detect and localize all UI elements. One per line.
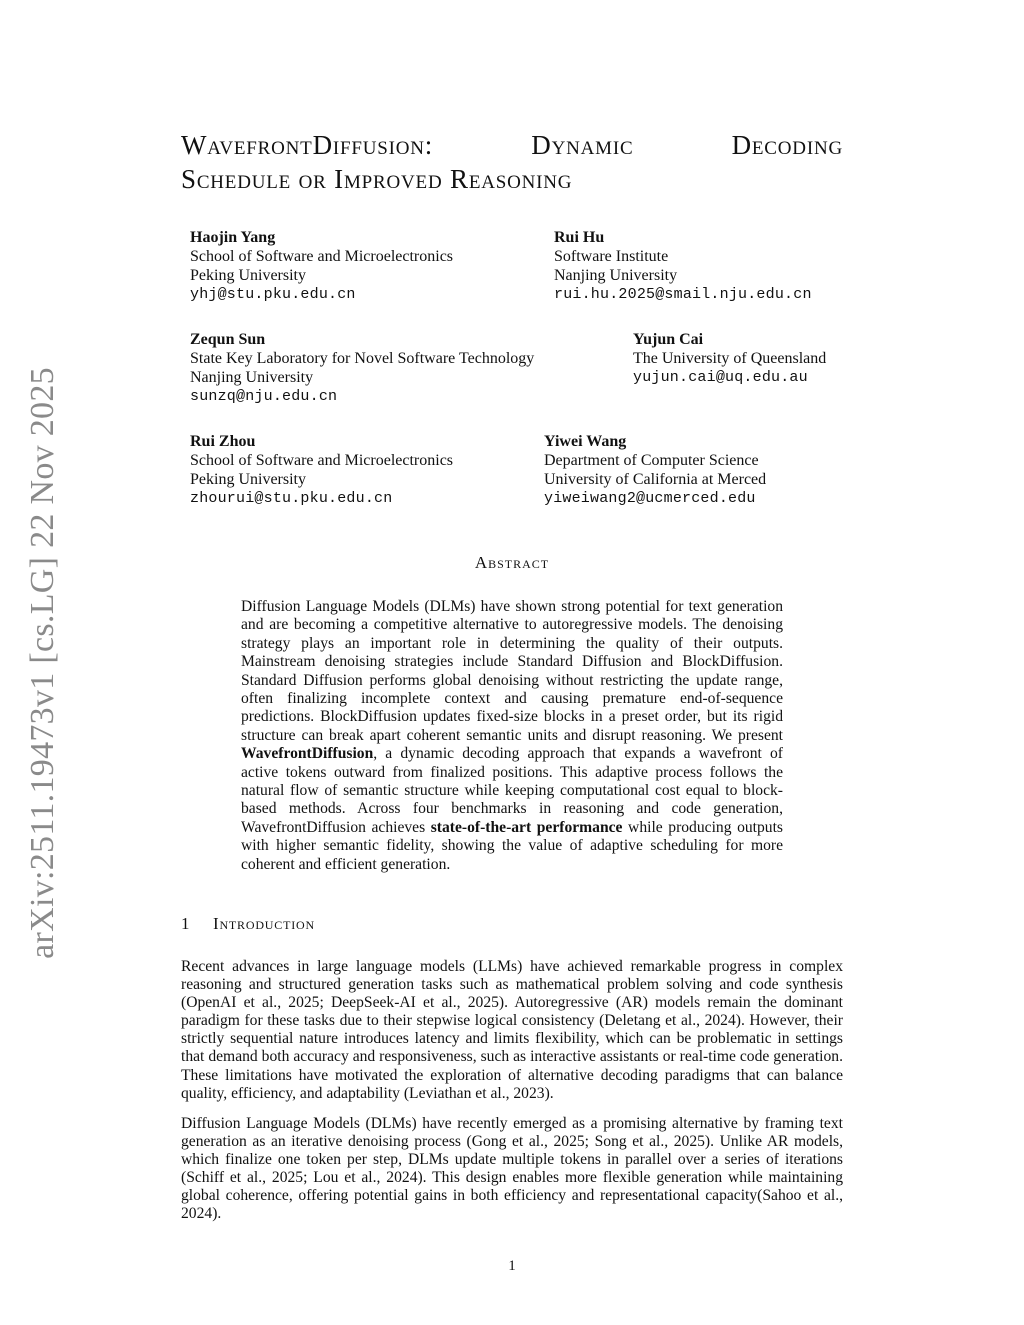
abstract-bold-method: WavefrontDiffusion <box>241 745 374 763</box>
author-zequn-sun <box>190 330 534 406</box>
author-affiliation: Peking University <box>190 267 306 284</box>
intro-paragraph-1: Recent advances in large language models (LLMs) have achieved remarkable progress in complex reasoning and structured generation tasks such as mathematical problem solving and code synthesis (OpenAI et al., 2025; DeepSeek-AI et al., 2025). Autoregressive (AR) models remain the dominant paradigm for these tasks due to their stepwise logical consistency (Deletang et al., 2024). However, their strictly sequential nature introduces latency and limits flexibility, which can be problematic in settings that demand both accuracy and responsiveness, such as interactive assistants or real-time code generation. These limitations have motivated the exploration of alternative decoding paradigms that can balance quality, efficiency, and adaptability (Leviathan et al., 2023). <box>181 958 843 1102</box>
page-number: 1 <box>508 1258 516 1274</box>
author-haojin-yang <box>190 228 453 304</box>
section-title: Introduction <box>213 914 315 933</box>
author-name: Rui Hu <box>554 229 605 246</box>
author-email[interactable]: yujun.cai@uq.edu.au <box>633 369 808 386</box>
section-number: 1 <box>181 914 191 933</box>
author-email[interactable]: yhj@stu.pku.edu.cn <box>190 286 356 303</box>
author-email[interactable]: rui.hu.2025@smail.nju.edu.cn <box>554 286 812 303</box>
abstract-text <box>241 598 783 874</box>
title-line-1 <box>181 128 843 162</box>
abstract-text-part: while producing outputs with higher semantic fidelity, showing the value of adaptive scheduling for more coherent and efficient generation. <box>241 818 783 873</box>
arxiv-side-stamp: arXiv:2511.19473v1 [cs.LG] 22 Nov 2025 <box>24 367 61 959</box>
author-email[interactable]: zhourui@stu.pku.edu.cn <box>190 490 393 507</box>
author-name: Yujun Cai <box>633 331 704 348</box>
author-rui-zhou <box>190 432 453 508</box>
author-affiliation: State Key Laboratory for Novel Software Technology <box>190 350 535 367</box>
author-rui-hu <box>554 228 812 304</box>
title-word: Decoding <box>731 130 843 160</box>
section-heading-introduction <box>181 914 315 934</box>
author-name: Rui Zhou <box>190 433 256 450</box>
author-affiliation: Software Institute <box>554 248 669 265</box>
author-affiliation: Department of Computer Science <box>544 452 759 469</box>
author-yujun-cai <box>633 330 826 387</box>
author-name: Haojin Yang <box>190 229 276 246</box>
title-word: Dynamic <box>531 130 634 160</box>
author-affiliation: Nanjing University <box>554 267 678 284</box>
abstract-text-part: Diffusion Language Models (DLMs) have shown strong potential for text generation and are becoming a competitive alternative to autoregressive models. The denoising strategy plays an important role in determining the quality of their outputs. Mainstream denoising strategies include Standard Diffusion and BlockDiffusion. Standard Diffusion performs global denoising without restricting the update range, often finalizing incomplete context and causing premature end-of-sequence predictions. BlockDiffusion updates fixed-size blocks in a preset order, but its rigid structure can break apart coherent semantic units and disrupt reasoning. We present <box>241 598 783 744</box>
author-affiliation: School of Software and Microelectronics <box>190 452 454 469</box>
author-affiliation: Peking University <box>190 471 306 488</box>
author-name: Zequn Sun <box>190 331 266 348</box>
title-line-2: Schedule or Improved Reasoning <box>181 164 573 194</box>
author-email[interactable]: sunzq@nju.edu.cn <box>190 388 338 405</box>
author-affiliation: University of California at Merced <box>544 471 767 488</box>
intro-paragraph-2: Diffusion Language Models (DLMs) have recently emerged as a promising alternative by framing text generation as an iterative denoising process (Gong et al., 2025; Song et al., 2025). Unlike AR models, which finalize one token per step, DLMs update multiple tokens in parallel over a series of iterations (Schiff et al., 2025; Lou et al., 2024). This design enables more flexible generation while maintaining global coherence, offering potential gains in both efficiency and representational capacity(Sahoo et al., 2024). <box>181 1115 843 1223</box>
paper-title <box>181 128 843 196</box>
author-affiliation: Nanjing University <box>190 369 314 386</box>
author-email[interactable]: yiweiwang2@ucmerced.edu <box>544 490 756 507</box>
author-affiliation: The University of Queensland <box>633 350 827 367</box>
abstract-text-part: , a dynamic decoding approach that expands a wavefront of active tokens outward from finalized positions. This adaptive process follows the natural flow of semantic structure while keeping computational cost equal to block-based methods. Across four benchmarks in reasoning and code generation, WavefrontDiffusion achieves <box>241 745 783 836</box>
author-name: Yiwei Wang <box>544 433 627 450</box>
abstract-bold-claim: state-of-the-art performance <box>430 818 623 836</box>
author-affiliation: School of Software and Microelectronics <box>190 248 454 265</box>
abstract-heading: Abstract <box>474 553 550 572</box>
author-yiwei-wang <box>544 432 766 508</box>
title-word: WavefrontDiffusion: <box>181 130 434 160</box>
